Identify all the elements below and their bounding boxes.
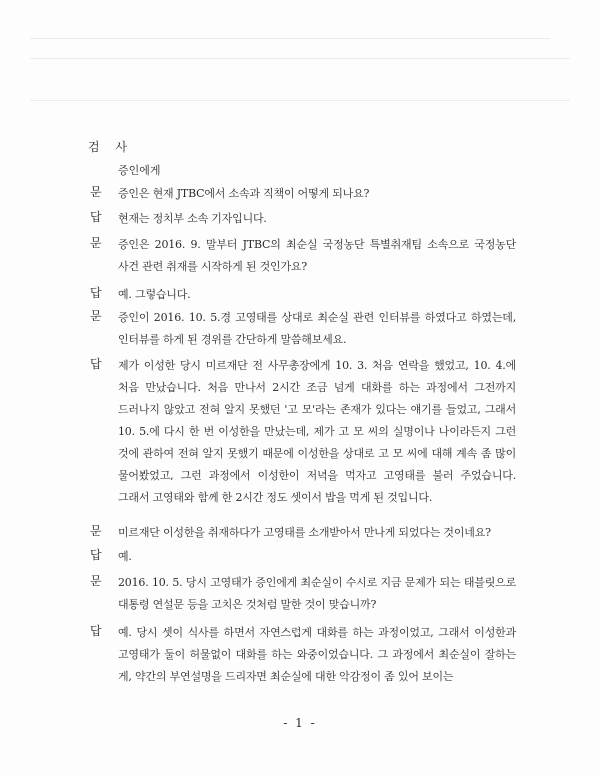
answer-marker: 답	[90, 624, 102, 638]
question-text: 증인은 현재 JTBC에서 소속과 직책이 어떻게 되나요?	[118, 187, 370, 200]
answer-marker: 답	[90, 548, 102, 562]
answer-text: 제가 이성한 당시 미르재단 전 사무총장에게 10. 3. 처음 연락을 했었고, 10. 4.에 처음 만났습니다. 처음 만나서 2시간 조금 넘게 대화를 하는 과정에서 그전까지 드러나지 않았고 전혀 알지 못했던 '고 모'라는 존재가 있다는 얘기를 들었고, 그래서 10. 5.에 다시 한 번 이성한을 만났는데, 제가 고 모 씨의 실명이나 나이라든지 그런 것에 관하여 전혀 알지 못했기 때문에 이성한을 상대로 고 모 씨에 대해 계속 좀 많이 물어봤었고, 그런 과정에서 이성한이 저녁을 먹자고 고영태를 불러 주었습니다. 그래서 고영태와 함께 한 2시간 정도 셋이서 밥을 먹게 된 것입니다.	[118, 359, 516, 504]
answer-marker: 답	[90, 286, 102, 300]
answer-marker: 답	[90, 357, 102, 371]
answer-text: 예. 그렇습니다.	[118, 288, 191, 301]
question-text: 2016. 10. 5. 당시 고영태가 증인에게 최순실이 수시로 지금 문제가 되는 태블릿으로 대통령 연설문 등을 고치은 것처럼 말한 것이 맞습니까?	[118, 576, 516, 611]
scan-artifact-line	[30, 38, 550, 39]
answer-text: 예. 당시 셋이 식사를 하면서 자연스럽게 대화를 하는 과정이었고, 그래서 이성한과 고영태가 둘이 허물없이 대화를 하는 와중이었습니다. 그 과정에서 최순실이 잘하는 게, 약간의 부연설명을 드리자면 최순실에 대한 악감정이 좀 있어 보이는	[118, 626, 516, 683]
question-text: 증인이 2016. 10. 5.경 고영태를 상대로 최순실 관련 인터뷰를 하였다고 하였는데, 인터뷰를 하게 된 경위를 간단하게 말씀해보세요.	[118, 311, 516, 346]
page-number: - 1 -	[283, 716, 317, 730]
question-marker: 문	[90, 574, 102, 588]
answer-text: 예.	[118, 550, 132, 563]
scan-artifact-line	[30, 100, 570, 101]
question-marker: 문	[90, 185, 102, 199]
addressee-label: 증인에게	[118, 164, 161, 177]
answer-marker: 답	[90, 210, 102, 224]
question-marker: 문	[90, 309, 102, 323]
question-marker: 문	[90, 236, 102, 250]
answer-text: 현재는 정치부 소속 기자입니다.	[118, 212, 267, 225]
question-marker: 문	[90, 524, 102, 538]
examiner-label: 검 사	[88, 140, 133, 154]
scan-artifact-line	[30, 58, 570, 59]
question-text: 증인은 2016. 9. 말부터 JTBC의 최순실 국정농단 특별취재팀 소속으로 국정농단 사건 관련 취재를 시작하게 된 것인가요?	[118, 238, 516, 273]
question-text: 미르재단 이성한을 취재하다가 고영태를 소개받아서 만나게 되었다는 것이네요?	[118, 526, 491, 539]
